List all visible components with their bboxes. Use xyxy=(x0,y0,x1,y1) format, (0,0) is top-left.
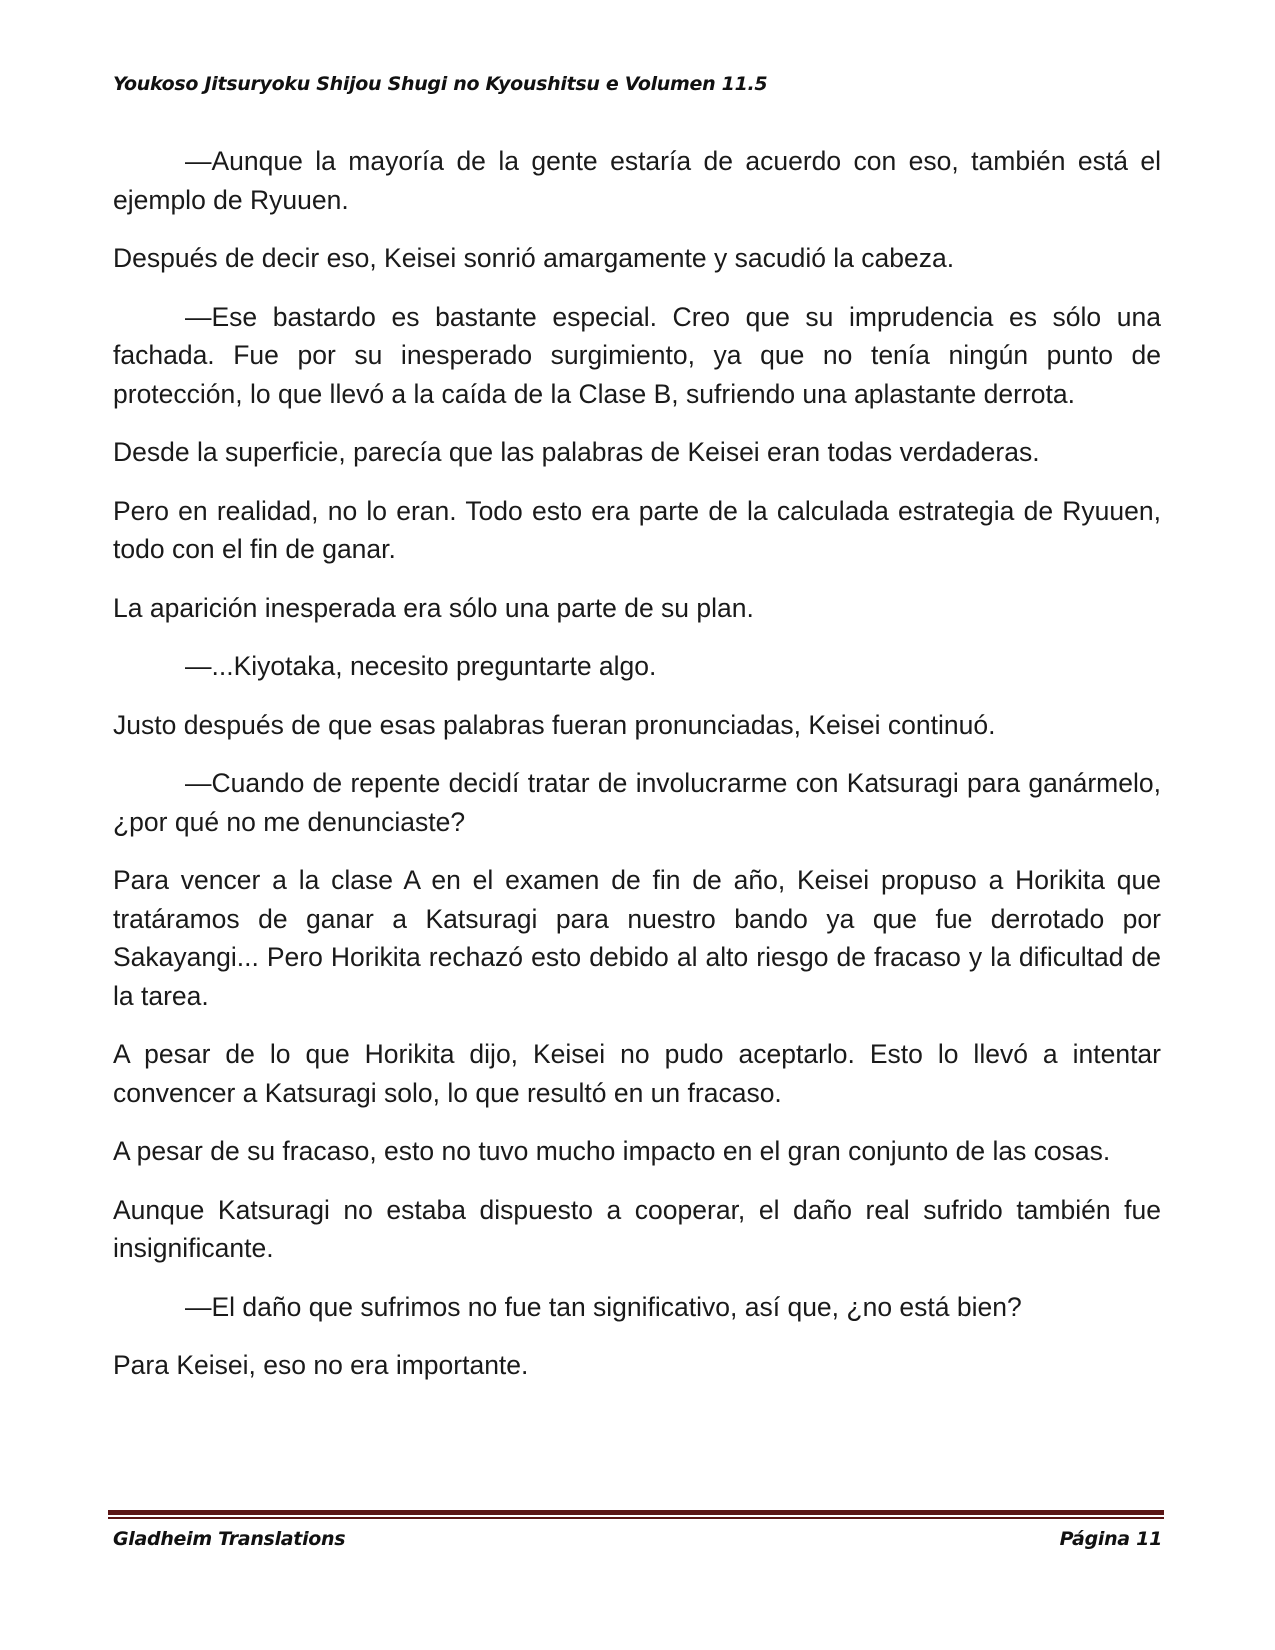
paragraph: A pesar de su fracaso, esto no tuvo mucho impacto en el gran conjunto de las cosas. xyxy=(113,1136,1111,1166)
footer-translator-credit: Gladheim Translations xyxy=(113,1528,346,1550)
paragraph: La aparición inesperada era sólo una parte de su plan. xyxy=(113,592,754,623)
page-header-title: Youkoso Jitsuryoku Shijou Shugi no Kyoushitsu e Volumen 11.5 xyxy=(113,73,768,95)
footer-divider xyxy=(108,1510,1164,1519)
paragraph-dialogue: —...Kiyotaka, necesito preguntarte algo. xyxy=(185,651,657,681)
paragraph: Para vencer a la clase A en el examen de fin de año, Keisei propuso a Horikita que tratáramos de ganar a Katsuragi para nuestro bando ya que fue derrotado por Sakayangi... Pero Horikita rechazó esto debido al alto riesgo de fracaso y la dificultad de la tarea. xyxy=(113,865,1161,1011)
paragraph: Justo después de que esas palabras fueran pronunciadas, Keisei continuó. xyxy=(113,709,996,740)
paragraph: A pesar de lo que Horikita dijo, Keisei no pudo aceptarlo. Esto lo llevó a intentar convencer a Katsuragi solo, lo que resultó en un fracaso. xyxy=(113,1039,1161,1108)
paragraph-dialogue: —Cuando de repente decidí tratar de involucrarme con Katsuragi para ganármelo, ¿por qué no me denunciaste? xyxy=(113,768,1161,837)
paragraph: Pero en realidad, no lo eran. Todo esto era parte de la calculada estrategia de Ryuuen, todo con el fin de ganar. xyxy=(113,495,1161,564)
footer-divider-thin xyxy=(108,1517,1164,1519)
paragraph-dialogue: —Aunque la mayoría de la gente estaría de acuerdo con eso, también está el ejemplo de Ryuuen. xyxy=(113,146,1161,215)
document-body xyxy=(113,142,1161,1405)
paragraph: Para Keisei, eso no era importante. xyxy=(113,1350,529,1380)
paragraph: Después de decir eso, Keisei sonrió amargamente y sacudió la cabeza. xyxy=(113,243,955,273)
paragraph-dialogue: —Ese bastardo es bastante especial. Creo que su imprudencia es sólo una fachada. Fue por su inesperado surgimiento, ya que no tenía ningún punto de protección, lo que llevó a la caída de la Clase B, sufriendo una aplastante derrota. xyxy=(113,301,1161,409)
paragraph: Aunque Katsuragi no estaba dispuesto a cooperar, el daño real sufrido también fue insignificante. xyxy=(113,1194,1161,1263)
footer-divider-thick xyxy=(108,1510,1164,1515)
footer-page-number: Página 11 xyxy=(1059,1528,1162,1550)
paragraph: Desde la superficie, parecía que las palabras de Keisei eran todas verdaderas. xyxy=(113,437,1040,467)
paragraph-dialogue: —El daño que sufrimos no fue tan significativo, así que, ¿no está bien? xyxy=(185,1291,1022,1322)
